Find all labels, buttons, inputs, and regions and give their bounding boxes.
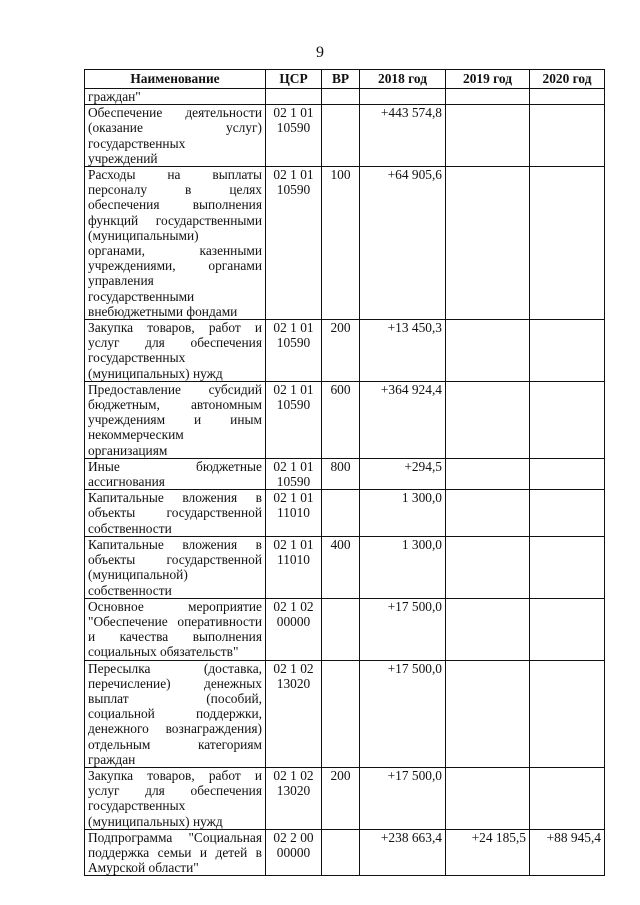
table-row (85, 660, 605, 767)
cell-2019 (446, 598, 530, 660)
cell-name-line: учреждениям и иным (88, 412, 262, 428)
cell-name-line: (муниципальными) (88, 227, 199, 243)
header-name: Наименование (85, 70, 266, 89)
table-row (85, 490, 605, 537)
cell-name-line: социальной поддержки, (88, 706, 262, 722)
cell-2020 (530, 167, 605, 320)
cell-name-line: ассигнования (88, 474, 165, 490)
cell-2020 (530, 490, 605, 537)
cell-name-line: внебюджетными фондами (88, 303, 238, 319)
cell-name (85, 598, 266, 660)
cell-2020 (530, 598, 605, 660)
cell-vr: 200 (322, 767, 360, 829)
cell-name-line: собственности (88, 520, 172, 536)
cell-csr: 02 1 01 11010 (266, 536, 322, 598)
cell-2020 (530, 458, 605, 489)
cell-2019 (446, 536, 530, 598)
cell-name-line: услуг для обеспечения (88, 783, 262, 799)
cell-2018: 1 300,0 (360, 490, 446, 537)
cell-name-line: Амурской области" (88, 860, 199, 876)
cell-2020 (530, 767, 605, 829)
table-row (85, 105, 605, 167)
cell-2018: 1 300,0 (360, 536, 446, 598)
header-2018: 2018 год (360, 70, 446, 89)
budget-table (84, 69, 605, 876)
cell-name-line: (оказание услуг) (88, 120, 262, 136)
cell-name-line: Расходы на выплаты (88, 167, 262, 183)
cell-name-line: персоналу в целях (88, 182, 262, 198)
cell-vr (322, 660, 360, 767)
cell-csr: 02 1 02 13020 (266, 767, 322, 829)
cell-vr: 100 (322, 167, 360, 320)
cell-name-line: некоммерческим (88, 427, 184, 443)
table-row (85, 458, 605, 489)
cell-name-line: государственных (88, 798, 186, 814)
cell-2019 (446, 167, 530, 320)
page-number: 9 (316, 44, 324, 61)
cell-name-line: перечисление) денежных (88, 675, 262, 691)
cell-2018: +17 500,0 (360, 767, 446, 829)
cell-name-line: Капитальные вложения в (88, 490, 262, 506)
cell-name (85, 105, 266, 167)
cell-name (85, 829, 266, 876)
cell-name-line: граждан (88, 751, 136, 767)
table-header-row (85, 70, 605, 89)
cell-2018: +17 500,0 (360, 660, 446, 767)
cell-name-line: граждан" (88, 89, 141, 104)
cell-2018: +17 500,0 (360, 598, 446, 660)
cell-csr: 02 1 01 11010 (266, 490, 322, 537)
header-vr: ВР (322, 70, 360, 89)
cell-2018: +364 924,4 (360, 381, 446, 458)
table-row (85, 767, 605, 829)
cell-2020 (530, 381, 605, 458)
cell-csr: 02 1 01 10590 (266, 458, 322, 489)
cell-2018: +64 905,6 (360, 167, 446, 320)
cell-name-line: функций государственными (88, 212, 262, 228)
cell-name-line: государственных (88, 350, 186, 366)
cell-2019 (446, 490, 530, 537)
cell-2019 (446, 381, 530, 458)
cell-name (85, 167, 266, 320)
cell-2020 (530, 89, 605, 105)
cell-vr: 400 (322, 536, 360, 598)
cell-vr (322, 89, 360, 105)
cell-vr (322, 490, 360, 537)
table-body (85, 89, 605, 876)
cell-name-line: услуг для обеспечения (88, 335, 262, 351)
cell-csr: 02 1 01 10590 (266, 105, 322, 167)
cell-vr: 600 (322, 381, 360, 458)
header-2019: 2019 год (446, 70, 530, 89)
cell-vr (322, 105, 360, 167)
cell-name-line: Капитальные вложения в (88, 536, 262, 552)
header-csr: ЦСР (266, 70, 322, 89)
cell-name-line: учреждениями, органами (88, 258, 262, 274)
cell-name-line: и качества выполнения (88, 629, 262, 645)
cell-2019 (446, 458, 530, 489)
table-row (85, 167, 605, 320)
cell-2019 (446, 89, 530, 105)
cell-csr: 02 1 02 13020 (266, 660, 322, 767)
cell-2018 (360, 89, 446, 105)
table-row (85, 320, 605, 382)
cell-name (85, 767, 266, 829)
cell-name-line: "Обеспечение оперативности (88, 613, 262, 629)
cell-name-line: выплат (пособий, (88, 690, 262, 706)
cell-name-line: Закупка товаров, работ и (88, 320, 262, 336)
cell-2020 (530, 105, 605, 167)
cell-name-line: социальных обязательств" (88, 644, 239, 660)
cell-csr: 02 1 02 00000 (266, 598, 322, 660)
cell-vr (322, 598, 360, 660)
table-row (85, 536, 605, 598)
cell-2018: +443 574,8 (360, 105, 446, 167)
cell-name (85, 89, 266, 105)
cell-csr (266, 89, 322, 105)
cell-name (85, 660, 266, 767)
cell-2018: +294,5 (360, 458, 446, 489)
cell-name-line: государственными (88, 288, 195, 304)
cell-csr: 02 1 01 10590 (266, 167, 322, 320)
cell-name-line: органами, казенными (88, 243, 262, 259)
cell-name (85, 320, 266, 382)
cell-name (85, 536, 266, 598)
table-row (85, 381, 605, 458)
cell-2020 (530, 320, 605, 382)
cell-name-line: Закупка товаров, работ и (88, 767, 262, 783)
cell-name-line: (муниципальных) нужд (88, 813, 223, 829)
cell-name-line: денежного вознаграждения) (88, 721, 262, 737)
table-row (85, 829, 605, 876)
table-row (85, 598, 605, 660)
cell-2019 (446, 767, 530, 829)
cell-2018: +238 663,4 (360, 829, 446, 876)
cell-name (85, 490, 266, 537)
cell-name-line: бюджетным, автономным (88, 397, 262, 413)
cell-name-line: (муниципальной) (88, 567, 188, 583)
cell-name-line: поддержка семьи и детей в (88, 844, 262, 860)
cell-name-line: (муниципальных) нужд (88, 365, 223, 381)
cell-2020 (530, 536, 605, 598)
cell-name-line: Подпрограмма "Социальная (88, 829, 262, 845)
cell-name-line: Основное мероприятие (88, 598, 262, 614)
cell-name-line: объекты государственной (88, 552, 262, 568)
cell-vr (322, 829, 360, 876)
cell-name-line: управления (88, 273, 154, 289)
cell-2019: +24 185,5 (446, 829, 530, 876)
cell-name-line: государственных (88, 135, 186, 151)
header-2020: 2020 год (530, 70, 605, 89)
cell-2018: +13 450,3 (360, 320, 446, 382)
cell-name-line: собственности (88, 582, 172, 598)
cell-name (85, 381, 266, 458)
cell-csr: 02 1 01 10590 (266, 381, 322, 458)
table-row (85, 89, 605, 105)
cell-csr: 02 2 00 00000 (266, 829, 322, 876)
cell-name-line: организациям (88, 442, 168, 458)
cell-name-line: учреждений (88, 150, 158, 166)
cell-name-line: Пересылка (доставка, (88, 660, 262, 676)
cell-2019 (446, 320, 530, 382)
cell-name (85, 458, 266, 489)
cell-name-line: объекты государственной (88, 505, 262, 521)
cell-vr: 200 (322, 320, 360, 382)
cell-2020: +88 945,4 (530, 829, 605, 876)
cell-name-line: Предоставление субсидий (88, 381, 262, 397)
cell-2019 (446, 105, 530, 167)
cell-vr: 800 (322, 458, 360, 489)
cell-name-line: обеспечения выполнения (88, 197, 262, 213)
cell-name-line: Обеспечение деятельности (88, 105, 262, 121)
cell-name-line: отдельным категориям (88, 736, 262, 752)
cell-2020 (530, 660, 605, 767)
cell-2019 (446, 660, 530, 767)
cell-name-line: Иные бюджетные (88, 458, 262, 474)
cell-csr: 02 1 01 10590 (266, 320, 322, 382)
